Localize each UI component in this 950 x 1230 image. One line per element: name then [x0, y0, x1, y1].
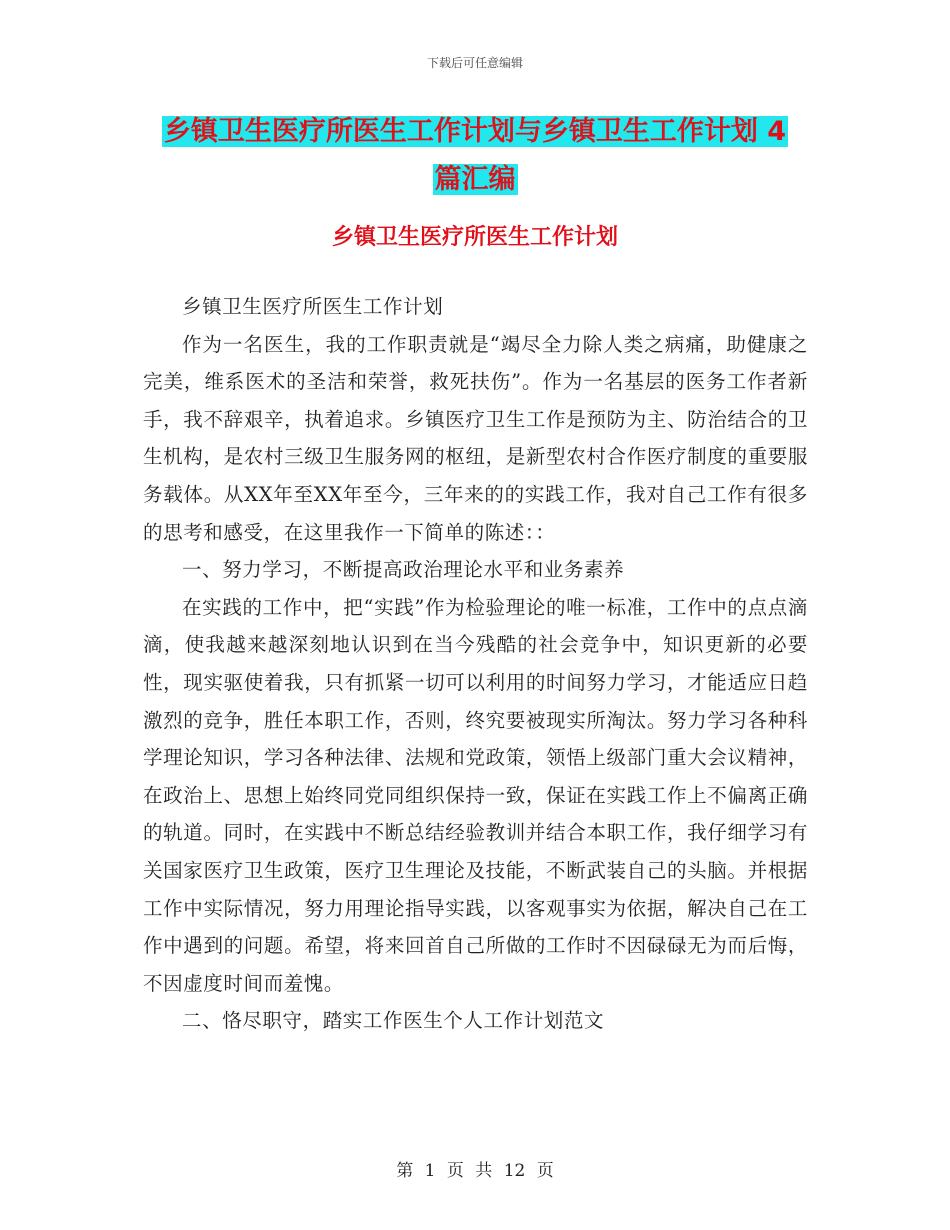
- page-footer: 第 1 页 共 12 页: [396, 1161, 554, 1181]
- paragraph-heading-1: 一、努力学习，不断提高政治理论水平和业务素养: [182, 558, 625, 582]
- header-note: 下载后可任意编辑: [426, 56, 523, 70]
- section-title: 乡镇卫生医疗所医生工作计划: [331, 225, 618, 250]
- body-text: [143, 288, 808, 1040]
- document-title-line-2: 篇汇编: [434, 164, 516, 195]
- document-title: [145, 108, 805, 204]
- paragraph-introduction: 作为一名医生，我的工作职责就是“竭尽全力除人类之病痛，助健康之完美，维系医术的圣洁和荣誉，救死扶伤”。作为一名基层的医务工作者新手，我不辞艰辛，执着追求。乡镇医疗卫生工作是预防为主、防治结合的卫生机构，是农村三级卫生服务网的枢纽，是新型农村合作医疗制度的重要服务载体。从XX年至XX年至今，三年来的的实践工作，我对自己工作有很多的思考和感受，在这里我作一下简单的陈述：：: [143, 332, 808, 544]
- document-title-line-1: 乡镇卫生医疗所医生工作计划与乡镇卫生工作计划 4: [163, 116, 787, 147]
- paragraph-heading-2: 二、恪尽职守，踏实工作医生个人工作计划范文: [182, 1009, 605, 1033]
- paragraph-plan-title: 乡镇卫生医疗所医生工作计划: [182, 295, 444, 318]
- paragraph-study: 在实践的工作中，把“实践”作为检验理论的唯一标准，工作中的点点滴滴，使我越来越深刻地认识到在当今残酷的社会竞争中，知识更新的必要性，现实驱使着我，只有抓紧一切可以利用的时间努力学习，才能适应日趋激烈的竞争，胜任本职工作，否则，终究要被现实所淘汰。努力学习各种科学理论知识，学习各种法律、法规和党政策，领悟上级部门重大会议精神，在政治上、思想上始终同党同组织保持一致，保证在实践工作上不偏离正确的轨道。同时，在实践中不断总结经验教训并结合本职工作，我仔细学习有关国家医疗卫生政策，医疗卫生理论及技能，不断武装自己的头脑。并根据工作中实际情况，努力用理论指导实践，以客观事实为依据，解决自己在工作中遇到的问题。希望，将来回首自己所做的工作时不因碌碌无为而后悔，不因虚度时间而羞愧。: [143, 595, 808, 995]
